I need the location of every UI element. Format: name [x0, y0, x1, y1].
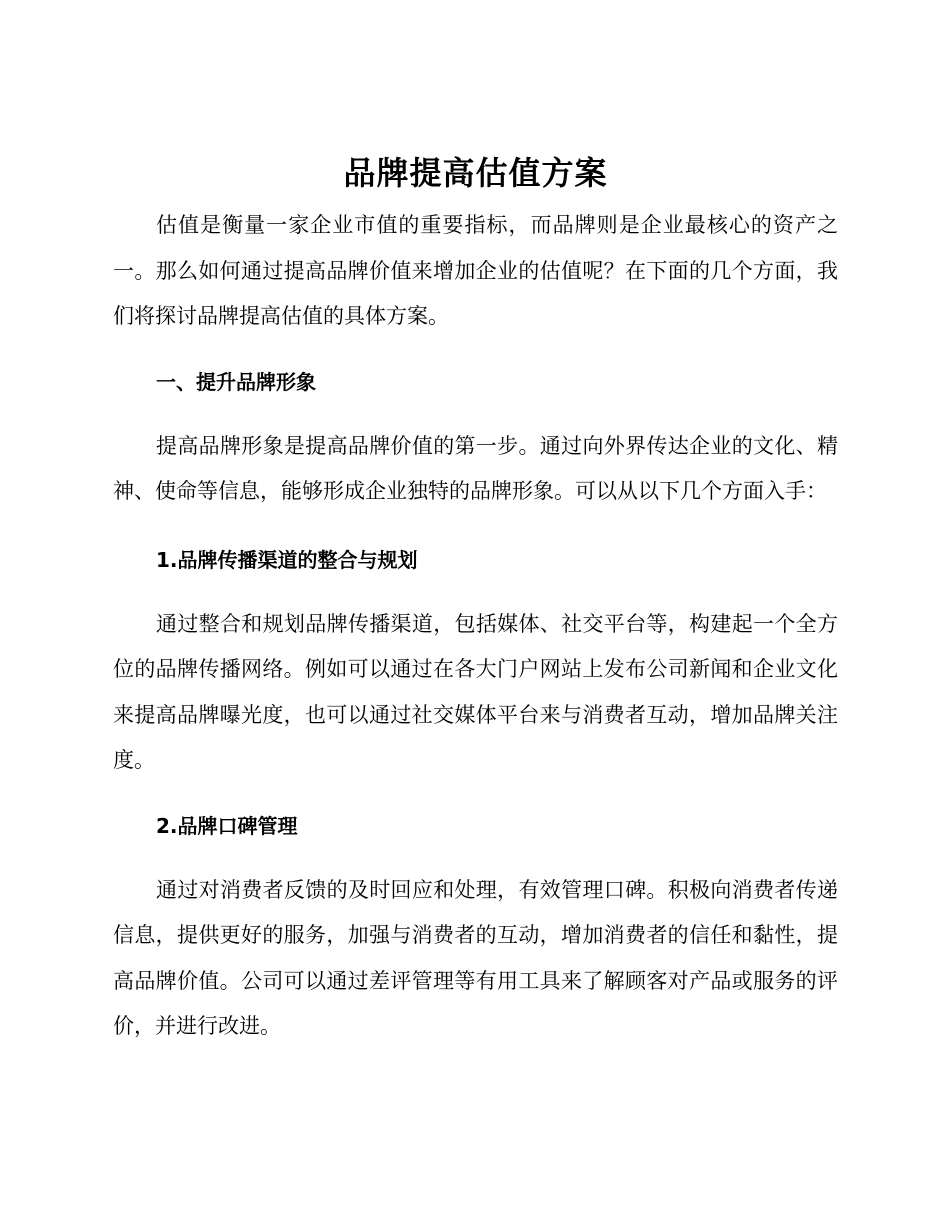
subsection-paragraph-channels: 通过整合和规划品牌传播渠道，包括媒体、社交平台等，构建起一个全方位的品牌传播网络。例如可以通过在各大门户网站上发布公司新闻和企业文化来提高品牌曝光度，也可以通过社交媒体平台来与消费者互动，增加品牌关注度。: [113, 611, 838, 772]
section-paragraph-brand-image: 提高品牌形象是提高品牌价值的第一步。通过向外界传达企业的文化、精神、使命等信息，能够形成企业独特的品牌形象。可以从以下几个方面入手：: [113, 433, 838, 503]
document-title: 品牌提高估值方案: [343, 154, 608, 192]
subsection-heading-reputation: 2.品牌口碑管理: [156, 813, 298, 838]
intro-paragraph: 估值是衡量一家企业市值的重要指标，而品牌则是企业最核心的资产之一。那么如何通过提高品牌价值来增加企业的估值呢？在下面的几个方面，我们将探讨品牌提高估值的具体方案。: [113, 213, 838, 328]
section-heading-brand-image: 一、提升品牌形象: [156, 369, 316, 394]
subsection-paragraph-reputation: 通过对消费者反馈的及时回应和处理，有效管理口碑。积极向消费者传递信息，提供更好的服务，加强与消费者的互动，增加消费者的信任和黏性，提高品牌价值。公司可以通过差评管理等有用工具来了解顾客对产品或服务的评价，并进行改进。: [113, 877, 838, 1038]
subsection-heading-channels: 1.品牌传播渠道的整合与规划: [156, 547, 418, 572]
